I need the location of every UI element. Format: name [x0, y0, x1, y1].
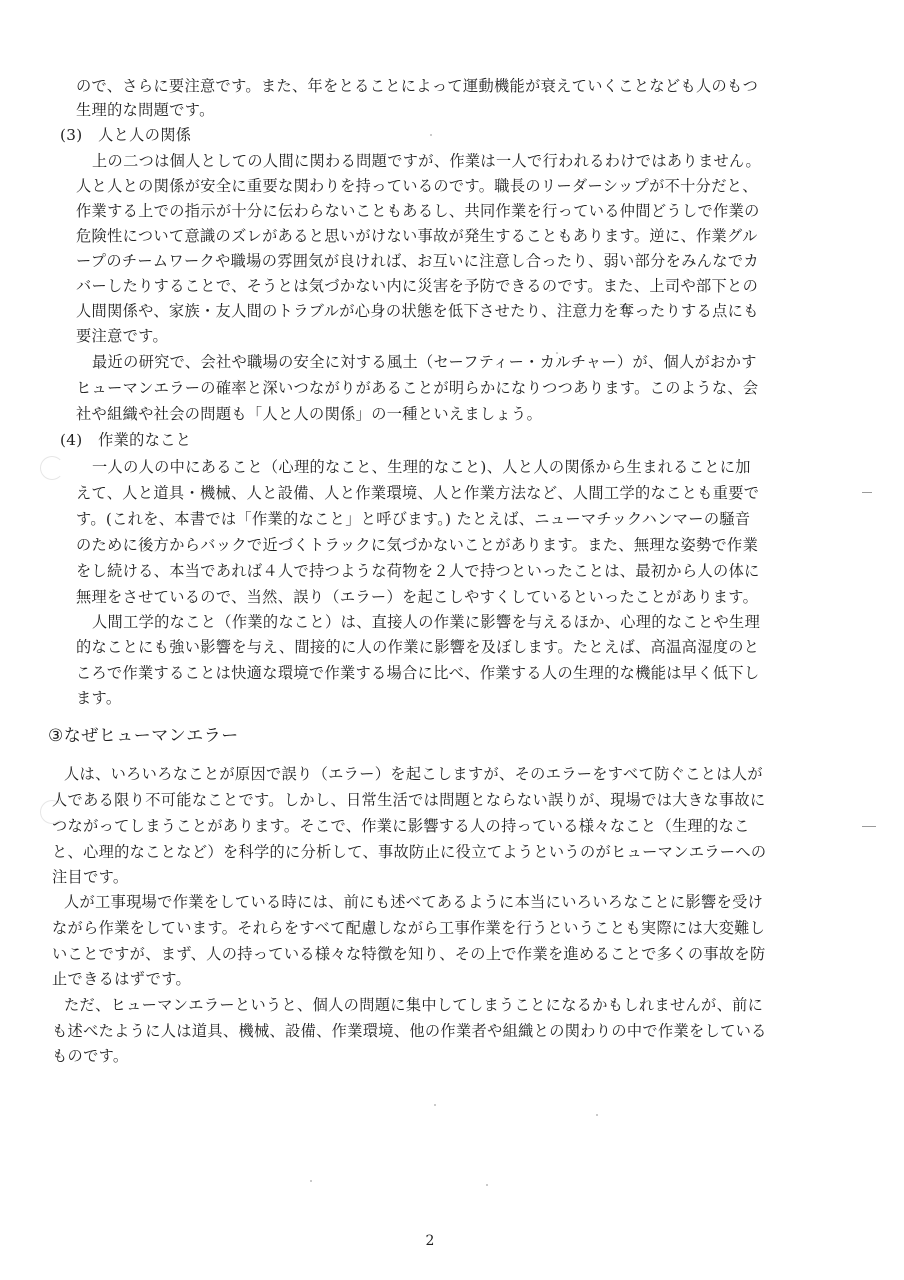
paragraph-line: も述べたように人は道具、機械、設備、作業環境、他の作業者や組織との関わりの中で作業をしている [52, 1022, 767, 1040]
binder-hole-upper [40, 456, 64, 480]
paragraph-line: 人間関係や、家族・友人間のトラブルが心身の状態を低下させたり、注意力を奪ったりする点にも [76, 302, 759, 320]
paragraph-line: のために後方からバックで近づくトラックに気づかないことがあります。また、無理な姿勢で作業 [76, 536, 759, 554]
paragraph-line: 人と人との関係が安全に重要な関わりを持っているのです。職長のリーダーシップが不十分だと、 [76, 177, 758, 195]
scan-speck [596, 1114, 598, 1116]
paragraph-line: 生理的な問題です。 [76, 101, 215, 119]
scan-speck [430, 134, 432, 136]
paragraph-line: 作業する上での指示が十分に伝わらないこともあるし、共同作業を行っている仲間どうしで作業の [76, 202, 760, 220]
paragraph-line: と、心理的なことなど）を科学的に分析して、事故防止に役立てようというのがヒューマンエラーへの [52, 843, 767, 861]
paragraph-line: 的なことにも強い影響を与え、間接的に人の作業に影響を及ぼします。たとえば、高温高湿度のと [76, 638, 760, 656]
paragraph-line: いことですが、まず、人の持っている様々な特徴を知り、その上で作業を進めることで多くの事故を防 [52, 945, 766, 963]
paragraph-line: ので、さらに要注意です。また、年をとることによって運動機能が衰えていくことなども人のもつ [76, 77, 759, 95]
paragraph-line: す。(これを、本書では「作業的なこと」と呼びます。) たとえば、ニューマチックハンマーの騒音 [76, 510, 751, 528]
paragraph-line: 人間工学的なこと（作業的なこと）は、直接人の作業に影響を与えるほか、心理的なことや生理 [92, 613, 761, 631]
paragraph-line: ヒューマンエラーの確率と深いつながりがあることが明らかになりつつあります。このような、会 [76, 379, 759, 397]
paragraph-line: 人は、いろいろなことが原因で誤り（エラー）を起こしますが、そのエラーをすべて防ぐことは人が [64, 765, 763, 783]
paragraph-line: えて、人と道具・機械、人と設備、人と作業環境、人と作業方法など、人間工学的なことも重要で [76, 484, 760, 502]
paragraph-line: ころで作業することは快適な環境で作業する場合に比べ、作業する人の生理的な機能は早く低下し [76, 664, 760, 682]
scan-speck [310, 1180, 312, 1182]
paragraph-line: ただ、ヒューマンエラーというと、個人の問題に集中してしまうことになるかもしれませんが、前に [64, 996, 764, 1014]
paragraph-line: 上の二つは個人としての人間に関わる問題ですが、作業は一人で行われるわけではありません。 [92, 152, 762, 170]
paragraph-line: ものです。 [52, 1047, 129, 1065]
subsection-title-3: (3) 人と人の関係 [60, 126, 192, 144]
paragraph-line: ます。 [76, 689, 122, 707]
paragraph-line: 人である限り不可能なことです。しかし、日常生活では問題とならない誤りが、現場では大きな事故に [52, 791, 766, 809]
margin-mark-upper [862, 492, 872, 493]
paragraph-line: 無理をさせているので、当然、誤り（エラー）を起こしやすくしているといったことがあります。 [76, 588, 759, 606]
paragraph-line: 危険性について意識のズレがあると思いがけない事故が発生することもあります。逆に、作業グル [76, 227, 758, 245]
margin-mark-lower [862, 826, 876, 827]
paragraph-line: 人が工事現場で作業をしている時には、前にも述べてあるように本当にいろいろなことに影響を受け [64, 893, 764, 911]
scan-speck [486, 1184, 488, 1186]
paragraph-line: 最近の研究で、会社や職場の安全に対する風土（セーフティー・カルチャー）が、個人がおかす [92, 353, 757, 371]
paragraph-line: ながら作業をしています。それらをすべて配慮しながら工事作業を行うということも実際には大変難し [52, 919, 766, 937]
paragraph-line: 一人の人の中にあること（心理的なこと、生理的なこと)、人と人の関係から生まれることに加 [92, 458, 751, 476]
paragraph-line: ープのチームワークや職場の雰囲気が良ければ、お互いに注意し合ったり、弱い部分をみんなでカ [76, 252, 759, 270]
scan-speck [434, 1104, 436, 1106]
paragraph-line: 止できるはずです。 [52, 970, 192, 988]
paragraph-line: 注目です。 [52, 868, 129, 886]
paragraph-line: つながってしまうことがあります。そこで、作業に影響する人の持っている様々なこと（生理的なこ [52, 817, 750, 835]
paragraph-line: 要注意です。 [76, 327, 169, 345]
subsection-title-4: (4) 作業的なこと [60, 431, 192, 449]
paragraph-line: をし続ける、本当であれば４人で持つような荷物を２人で持つといったことは、最初から人の体に [76, 562, 760, 580]
page-number: 2 [425, 1233, 435, 1249]
section-heading-3: ③なぜヒューマンエラー [48, 726, 239, 746]
paragraph-line: 社や組織や社会の問題も「人と人の関係」の一種といえましょう。 [76, 405, 543, 423]
paragraph-line: バーしたりすることで、そうとは気づかない内に災害を予防できるのです。また、上司や部下との [76, 277, 759, 295]
